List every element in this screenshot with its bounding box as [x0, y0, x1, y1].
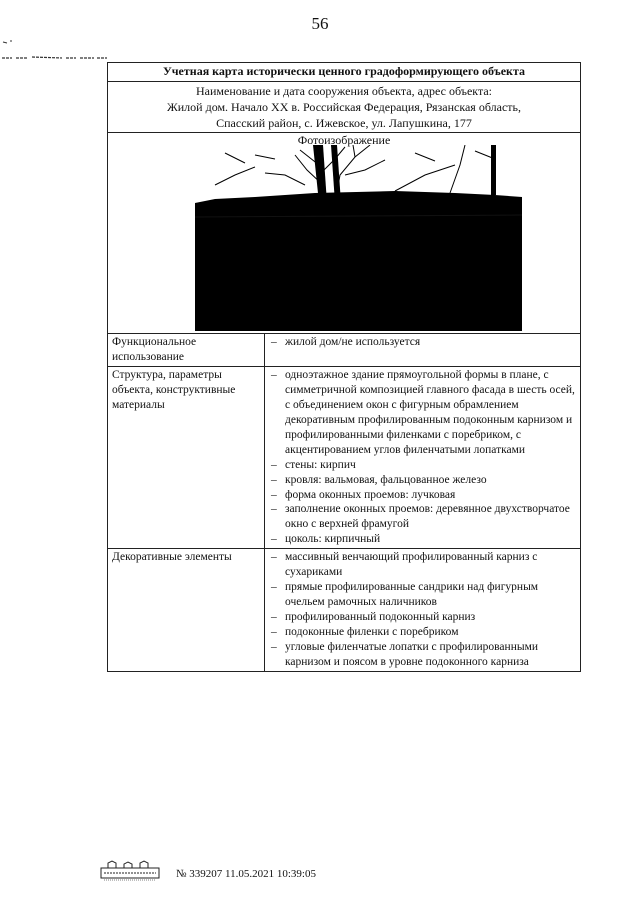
- table-row: [108, 334, 581, 367]
- object-info: [108, 81, 581, 133]
- row-content: [265, 367, 581, 549]
- row-content: [265, 334, 581, 367]
- table-row: [108, 367, 581, 549]
- row-label: Структура, параметры объекта, конструктивные материалы: [108, 367, 265, 549]
- row-content: [265, 549, 581, 672]
- building-photo: [195, 145, 522, 331]
- row-label: Декоративные элементы: [108, 549, 265, 672]
- object-info-line: Наименование и дата сооружения объекта, адрес объекта:: [195, 83, 493, 98]
- photo-section: [108, 133, 581, 334]
- photo-label: Фотоизображение: [297, 133, 391, 148]
- margin-scribble: [0, 36, 110, 76]
- card-title: Учетная карта исторически ценного градоформирующего объекта: [108, 63, 581, 82]
- list-item: – форма оконных проемов: лучковая: [269, 488, 576, 503]
- document-reference: № 339207 11.05.2021 10:39:05: [176, 868, 316, 880]
- page-number: 56: [311, 14, 329, 33]
- list-item: – одноэтажное здание прямоугольной формы в плане, с симметричной композицией главного фасада в шесть осей, с объединением окон с фигурным обрамлением декоративным профилированным подоконным карнизом и профилированными филенками с поребриком, с акцентированием углов филенчатыми лопатками: [269, 368, 576, 458]
- list-item: – профилированный подоконный карниз: [269, 610, 576, 625]
- table-row: [108, 549, 581, 672]
- list-item: – подоконные филенки с поребриком: [269, 625, 576, 640]
- footer: [100, 860, 520, 890]
- list-item: – кровля: вальмовая, фальцованное железо: [269, 473, 576, 488]
- list-item: – цоколь: кирпичный: [269, 532, 576, 547]
- list-item: – заполнение оконных проемов: деревянное двухстворчатое окно с верхней фрамугой: [269, 502, 576, 532]
- list-item: – массивный венчающий профилированный карниз с сухариками: [269, 550, 576, 580]
- row-label: Функциональное использование: [108, 334, 265, 367]
- list-item: – прямые профилированные сандрики над фигурным очельем рамочных наличников: [269, 580, 576, 610]
- list-item: – жилой дом/не используется: [269, 335, 576, 350]
- list-item: – угловые филенчатые лопатки с профилированными карнизом и поясом в уровне подоконного карниза: [269, 640, 576, 670]
- list-item: – стены: кирпич: [269, 458, 576, 473]
- registry-stamp-logo: [100, 860, 162, 882]
- object-info-line: Жилой дом. Начало XX в. Российская Федерация, Рязанская область,: [167, 99, 521, 114]
- heritage-record-card: [107, 62, 581, 672]
- object-info-line: Спасский район, с. Ижевское, ул. Лапушкина, 177: [216, 115, 472, 130]
